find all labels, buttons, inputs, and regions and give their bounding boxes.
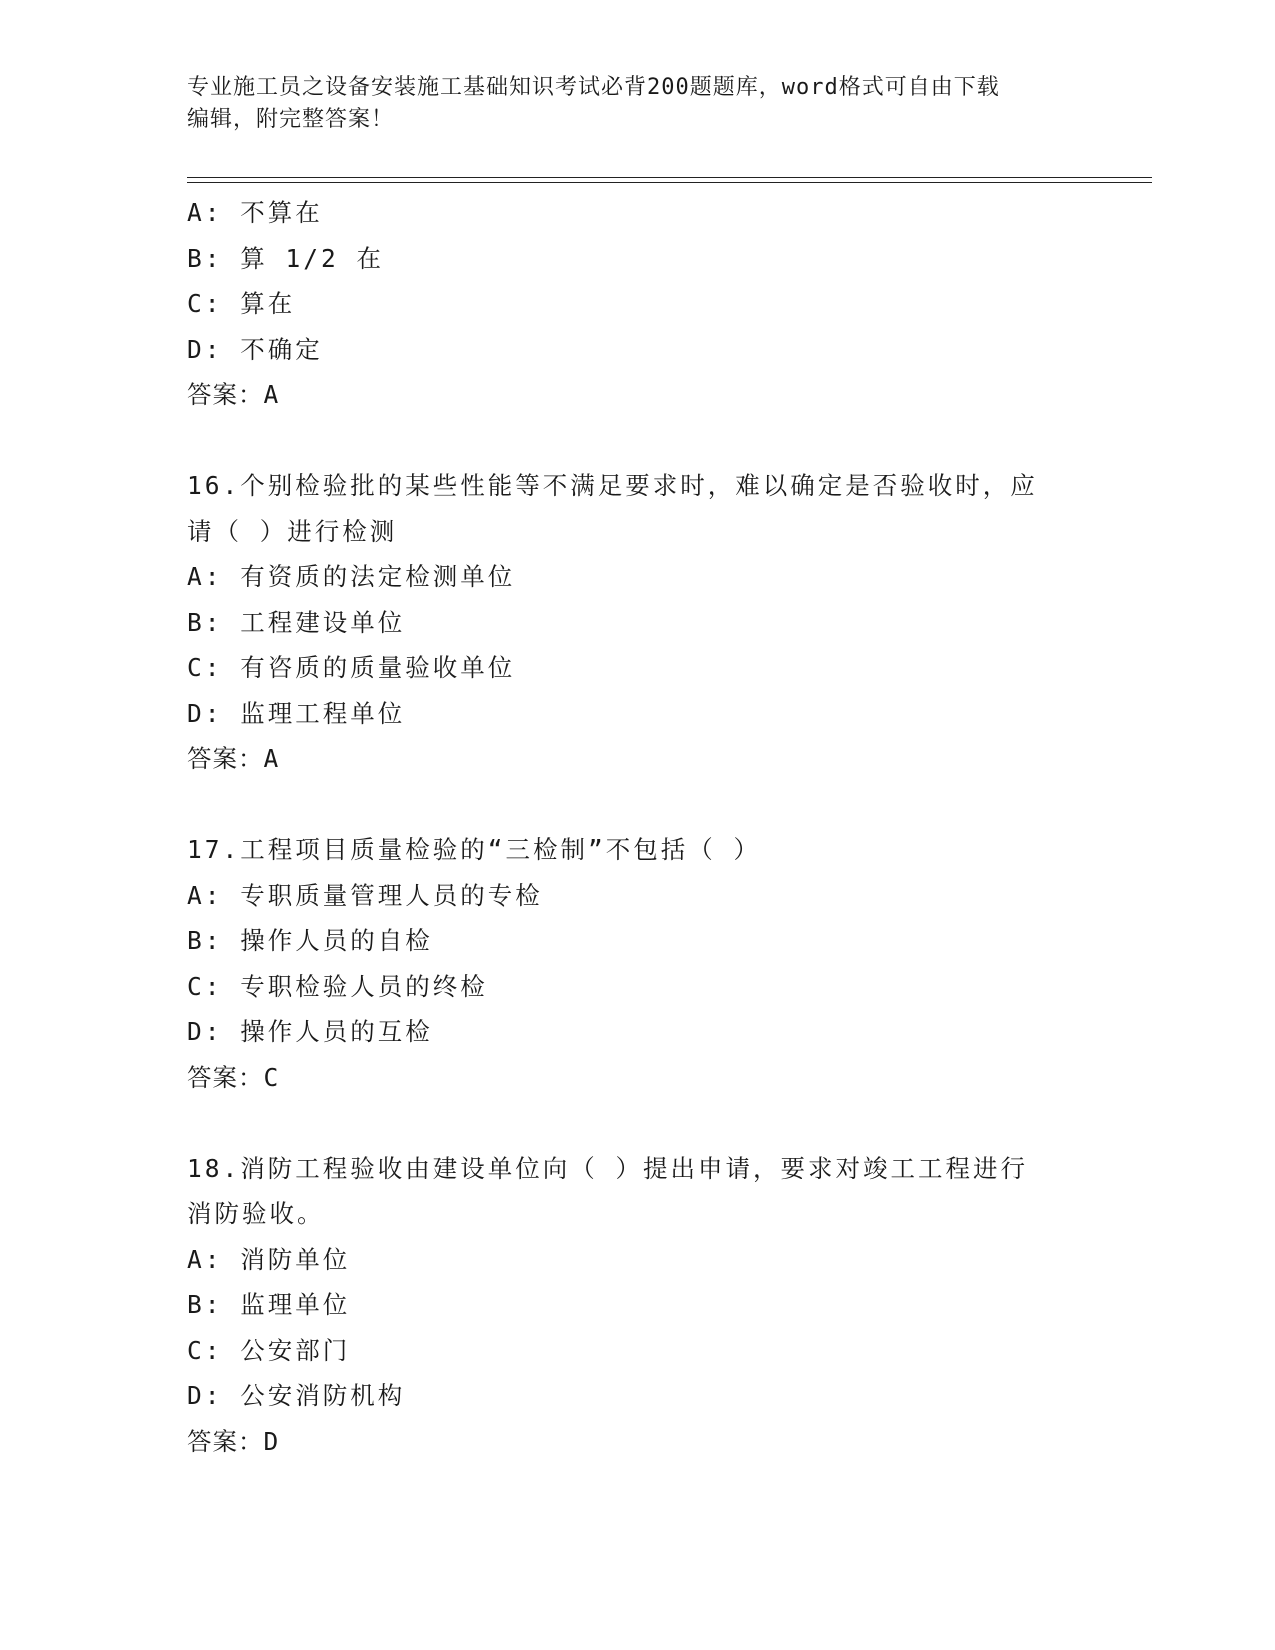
question-17: [187, 827, 1087, 1100]
header-rule-top: [187, 177, 1152, 178]
spacer: [187, 418, 1087, 464]
option-c: C: 算在: [187, 289, 296, 318]
answer: 答案：A: [187, 380, 280, 409]
option-a: A: 专职质量管理人员的专检: [187, 880, 543, 910]
document-header: [187, 72, 1067, 136]
header-rule-bottom: [187, 182, 1152, 183]
option-b: B: 操作人员的自检: [187, 926, 433, 955]
option-c: C: 专职检验人员的终检: [187, 971, 488, 1001]
option-d: D: 不确定: [187, 334, 323, 364]
option-c: C: 有咨质的质量验收单位: [187, 653, 516, 682]
question-stem-line-1: 18.消防工程验收由建设单位向（ ）提出申请，要求对竣工工程进行: [187, 1153, 1028, 1183]
question-18: [187, 1146, 1087, 1465]
option-b: B: 监理单位: [187, 1290, 351, 1319]
header-line-2: 编辑，附完整答案！: [187, 107, 395, 132]
answer: 答案：D: [187, 1426, 280, 1456]
option-d: D: 公安消防机构: [187, 1381, 406, 1410]
option-b: B: 工程建设单位: [187, 607, 406, 637]
option-d: D: 操作人员的互检: [187, 1017, 433, 1046]
question-stem-line-1: 16.个别检验批的某些性能等不满足要求时，难以确定是否验收时，应: [187, 471, 1038, 500]
question-16: [187, 463, 1087, 782]
header-line-1: 专业施工员之设备安装施工基础知识考试必背200题题库，word格式可自由下载: [187, 75, 1000, 100]
option-a: A: 有资质的法定检测单位: [187, 562, 516, 591]
answer: 答案：A: [187, 744, 280, 773]
option-d: D: 监理工程单位: [187, 698, 406, 728]
question-list: [187, 190, 1087, 1464]
option-a: A: 消防单位: [187, 1244, 351, 1274]
option-a: A: 不算在: [187, 198, 323, 227]
spacer: [187, 782, 1087, 828]
spacer: [187, 1100, 1087, 1146]
question-stem-line-1: 17.工程项目质量检验的“三检制”不包括（ ）: [187, 835, 761, 864]
question-stem-line-2: 消防验收。: [187, 1199, 325, 1228]
question-15: [187, 190, 1087, 418]
option-c: C: 公安部门: [187, 1335, 351, 1365]
answer: 答案：C: [187, 1062, 280, 1092]
option-b: B: 算 1/2 在: [187, 243, 385, 273]
question-stem-line-2: 请（ ）进行检测: [187, 516, 398, 546]
